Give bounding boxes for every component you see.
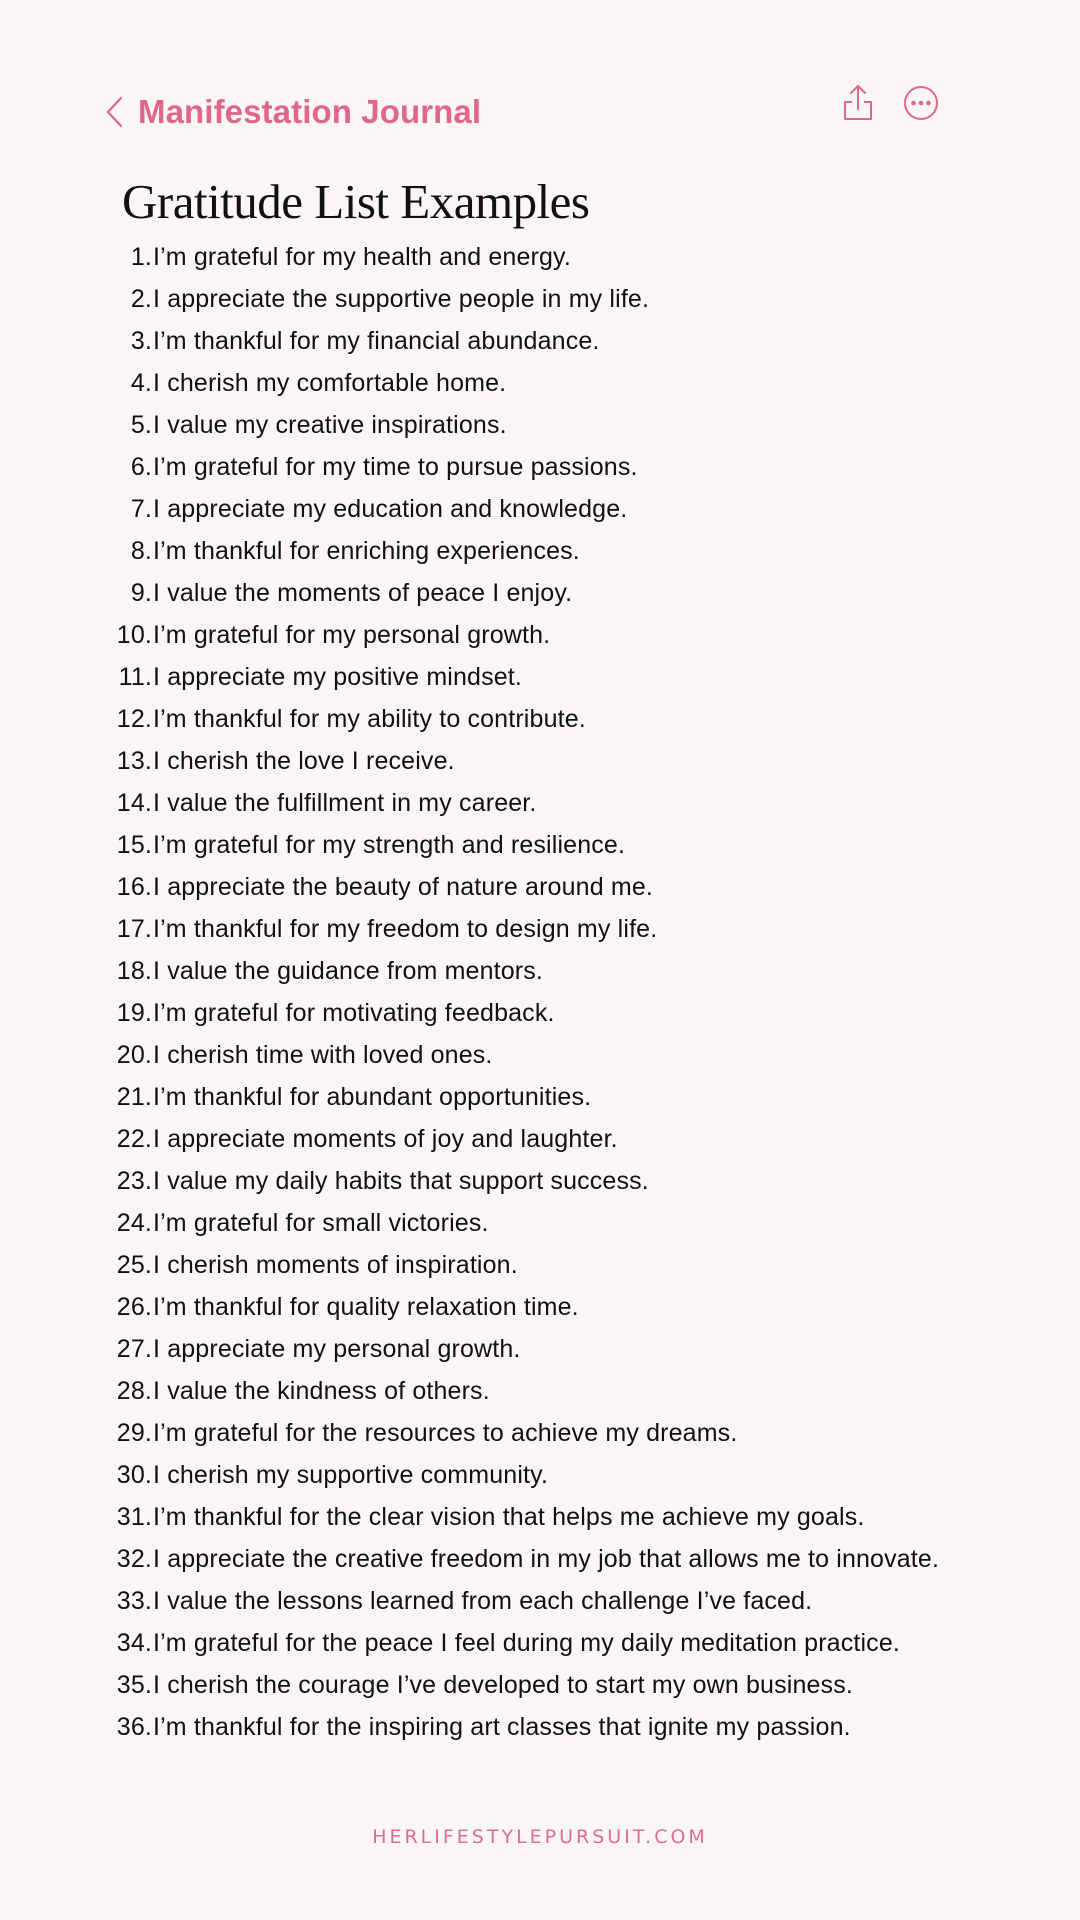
list-item-text: I’m grateful for the peace I feel during my daily meditation practice.: [153, 1629, 900, 1657]
list-item: [100, 908, 995, 950]
list-item: [100, 1160, 995, 1202]
list-item-number: 32.: [116, 1545, 152, 1573]
list-item-text: I value the fulfillment in my career.: [153, 789, 537, 817]
list-item-number: 23.: [116, 1167, 152, 1195]
list-item-text: I’m grateful for the resources to achieve my dreams.: [153, 1419, 738, 1447]
list-item: [100, 572, 995, 614]
list-item-number: 8.: [130, 537, 152, 565]
list-item-text: I appreciate moments of joy and laughter.: [153, 1125, 618, 1153]
list-item: [100, 530, 995, 572]
list-item: [100, 446, 995, 488]
list-item-text: I’m grateful for my personal growth.: [153, 621, 551, 649]
list-item-number: 1.: [130, 243, 152, 271]
list-item-number: 6.: [130, 453, 152, 481]
list-item: [100, 1580, 995, 1622]
list-item: [100, 1244, 995, 1286]
list-item-text: I’m thankful for my financial abundance.: [153, 327, 600, 355]
list-item-text: I cherish time with loved ones.: [153, 1041, 493, 1069]
list-item-number: 36.: [116, 1713, 152, 1741]
list-item: [100, 1076, 995, 1118]
list-item-number: 22.: [116, 1125, 152, 1153]
list-item-text: I appreciate the supportive people in my life.: [153, 285, 650, 313]
list-item: [100, 1538, 995, 1580]
list-item: [100, 614, 995, 656]
list-item: [100, 1118, 995, 1160]
list-item: [100, 782, 995, 824]
list-item: [100, 1202, 995, 1244]
list-item-number: 11.: [118, 663, 152, 691]
list-item-text: I’m thankful for abundant opportunities.: [153, 1083, 592, 1111]
list-item-number: 5.: [130, 411, 152, 439]
list-item: [100, 698, 995, 740]
list-item-number: 12.: [116, 705, 152, 733]
list-item: [100, 1454, 995, 1496]
list-item: [100, 488, 995, 530]
list-item: [100, 1706, 995, 1748]
list-item-number: 26.: [116, 1293, 152, 1321]
list-item-text: I cherish the love I receive.: [153, 747, 455, 775]
list-item: [100, 740, 995, 782]
list-item-text: I cherish the courage I’ve developed to start my own business.: [153, 1671, 853, 1699]
list-item: [100, 236, 995, 278]
list-item-text: I cherish my supportive community.: [153, 1461, 549, 1489]
list-item-number: 18.: [116, 957, 152, 985]
more-options-icon: [902, 109, 940, 126]
list-item-number: 9.: [130, 579, 152, 607]
list-item-number: 33.: [116, 1587, 152, 1615]
list-item-text: I’m grateful for motivating feedback.: [153, 999, 555, 1027]
list-item-number: 30.: [116, 1461, 152, 1489]
list-item-text: I’m thankful for enriching experiences.: [153, 537, 580, 565]
list-item: [100, 278, 995, 320]
list-item-text: I cherish moments of inspiration.: [153, 1251, 518, 1279]
nav-header: [0, 0, 1080, 150]
list-item: [100, 992, 995, 1034]
list-item-text: I’m thankful for the inspiring art classes that ignite my passion.: [153, 1713, 851, 1741]
list-item-number: 14.: [116, 789, 152, 817]
list-item-text: I value the guidance from mentors.: [153, 957, 544, 985]
footer-site-link[interactable]: HERLIFESTYLEPURSUIT.COM: [372, 1826, 708, 1848]
list-item-number: 16.: [116, 873, 152, 901]
list-item-text: I’m thankful for my freedom to design my life.: [153, 915, 658, 943]
list-item-text: I value my creative inspirations.: [153, 411, 507, 439]
list-item: [100, 1370, 995, 1412]
list-item-number: 27.: [116, 1335, 152, 1363]
list-item-number: 28.: [116, 1377, 152, 1405]
list-item-number: 29.: [116, 1419, 152, 1447]
list-item-text: I cherish my comfortable home.: [153, 369, 507, 397]
list-item-text: I’m thankful for the clear vision that helps me achieve my goals.: [153, 1503, 865, 1531]
list-item-number: 3.: [130, 327, 152, 355]
list-item-number: 24.: [116, 1209, 152, 1237]
gratitude-list: [100, 236, 995, 1748]
list-item: [100, 824, 995, 866]
list-item-number: 15.: [116, 831, 152, 859]
list-item: [100, 1286, 995, 1328]
list-item-text: I’m grateful for my time to pursue passions.: [153, 453, 638, 481]
list-item: [100, 1664, 995, 1706]
list-item-number: 20.: [116, 1041, 152, 1069]
list-item-text: I’m grateful for my strength and resilience.: [153, 831, 626, 859]
list-item: [100, 1328, 995, 1370]
list-item-number: 19.: [116, 999, 152, 1027]
list-item-text: I value my daily habits that support success.: [153, 1167, 649, 1195]
list-item-number: 35.: [116, 1671, 152, 1699]
share-icon: [840, 109, 876, 126]
list-item-text: I appreciate the beauty of nature around me.: [153, 873, 653, 901]
list-item-number: 34.: [116, 1629, 152, 1657]
list-item-text: I appreciate the creative freedom in my job that allows me to innovate.: [153, 1545, 940, 1573]
list-item-number: 17.: [116, 915, 152, 943]
list-item-text: I’m thankful for my ability to contribute.: [153, 705, 586, 733]
list-item-text: I appreciate my positive mindset.: [153, 663, 523, 691]
list-item-number: 4.: [130, 369, 152, 397]
list-item-text: I’m grateful for small victories.: [153, 1209, 489, 1237]
back-label: Manifestation Journal: [138, 93, 482, 130]
list-item: [100, 1412, 995, 1454]
share-button[interactable]: [840, 82, 876, 122]
list-item: [100, 950, 995, 992]
list-item-number: 10.: [116, 621, 152, 649]
list-item-text: I value the kindness of others.: [153, 1377, 490, 1405]
list-item-number: 13.: [116, 747, 152, 775]
chevron-left-icon: [104, 95, 126, 129]
list-item-text: I’m grateful for my health and energy.: [153, 243, 571, 271]
list-item: [100, 1496, 995, 1538]
list-item-text: I appreciate my personal growth.: [153, 1335, 521, 1363]
list-item-text: I appreciate my education and knowledge.: [153, 495, 628, 523]
list-item: [100, 656, 995, 698]
list-item-number: 31.: [116, 1503, 152, 1531]
list-item-text: I value the lessons learned from each challenge I’ve faced.: [153, 1587, 813, 1615]
list-item: [100, 404, 995, 446]
list-item-number: 7.: [130, 495, 152, 523]
back-button[interactable]: [104, 92, 481, 132]
list-item: [100, 362, 995, 404]
list-item: [100, 320, 995, 362]
list-item: [100, 1622, 995, 1664]
list-item: [100, 866, 995, 908]
list-item-text: I value the moments of peace I enjoy.: [153, 579, 573, 607]
list-item: [100, 1034, 995, 1076]
more-options-button[interactable]: [902, 84, 940, 122]
list-item-number: 25.: [116, 1251, 152, 1279]
list-item-number: 21.: [116, 1083, 152, 1111]
list-item-text: I’m thankful for quality relaxation time.: [153, 1293, 579, 1321]
page-title: Gratitude List Examples: [122, 174, 590, 229]
list-item-number: 2.: [130, 285, 152, 313]
